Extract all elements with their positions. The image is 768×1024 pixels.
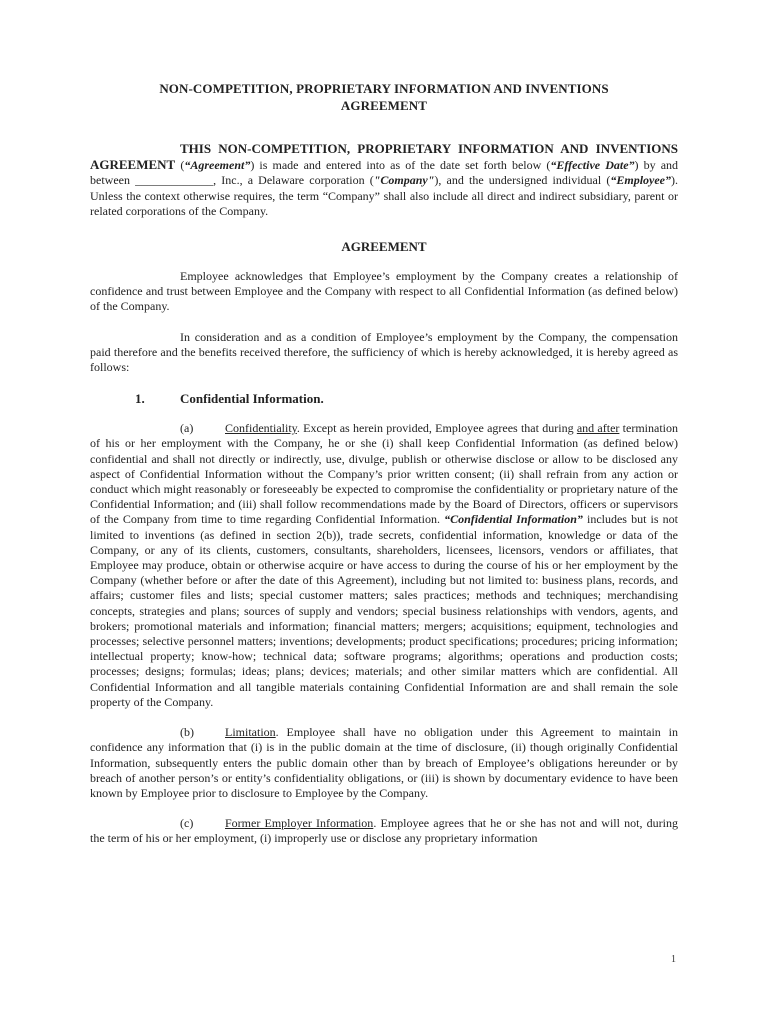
subsection-b-heading: Limitation [225,725,276,740]
intro-paragraph: THIS NON-COMPETITION, PROPRIETARY INFORMATION AND INVENTIONS AGREEMENT (“Agreement”) is made and entered into as of the date set forth below (“Effective Date”) by and between _____________, Inc., a Delaware corporation ("Company"), and the undersigned individual (“Employee”). Unless the context otherwise requires, the term “Company” shall also include all direct and indirect subsidiary, parent or related corporations of the Company. [90,141,679,218]
subsection-c: (c) Former Employer Information. Employee agrees that he or she has not and will not, during the term of his or her employment, (i) improperly use or disclose any proprietary information [90,816,678,846]
section-1-heading [90,390,678,407]
document-title-line1: NON-COMPETITION, PROPRIETARY INFORMATION AND INVENTIONS [159,81,609,96]
and-after-underlined: and after [576,421,620,436]
company-term: "Company" [373,173,435,188]
subsection-a-heading: Confidentiality [225,421,297,436]
page-number: 1 [671,954,676,965]
consideration-paragraph: In consideration and as a condition of Employee’s employment by the Company, the compensation paid therefore and the benefits received therefore, the sufficiency of which is hereby acknowledged, it is hereby agreed as follows: [90,329,678,375]
agreement-term: “Agreement” [184,158,251,173]
subsection-a: (a) Confidentiality. Except as herein provided, Employee agrees that during and after termination of his or her employment with the Company, he or she (i) shall keep Confidential Information (as defined below) confidential and shall not directly or indirectly, use, divulge, publish or otherwise disclose or allow to be disclosed any aspect of Confidential Information without the Company’s prior written consent; (ii) shall refrain from any action or conduct which might reasonably or foreseeably be expected to compromise the confidentiality or proprietary nature of the Confidential Information; and (iii) shall follow recommendations made by the Board of Directors, officers or supervisors of the Company from time to time regarding Confidential Information. “Confidential Information” includes but is not limited to inventions (as defined in section 2(b)), trade secrets, confidential information, knowledge or data of the Company, or any of its clients, customers, consultants, shareholders, licensees, licensors, vendors or affiliates, that Employee may produce, obtain or otherwise acquire or have access to during the course of his or her employment by the Company (whether before or after the date of this Agreement), including but not limited to: business plans, records, and affairs; customer files and lists; special customer matters; sales practices; methods and techniques; merchandising concepts, strategies and plans; sources of supply and vendors; special business relationships with vendors, agents, and brokers; promotional materials and information; financial matters; mergers; acquisitions; equipment, technologies and processes; selective personnel matters; inventions; developments; product specifications; procedures; pricing information; intellectual property; know-how; technical data; software programs; algorithms; operations and production costs; processes; designs; formulas; ideas; plans; devices; materials; and other similar matters which are confidential. All Confidential Information and all tangible materials containing Confidential Information are and shall remain the sole property of the Company. [90,421,678,709]
effective-date-term: “Effective Date” [550,158,635,173]
agreement-heading: AGREEMENT [341,239,427,255]
subsection-c-label: (c) [180,816,194,831]
document-title-line2: AGREEMENT [340,98,428,113]
section-1-number: 1. [135,391,145,407]
intro-lead: THIS NON-COMPETITION, PROPRIETARY INFORMATION AND INVENTIONS AGREEMENT [90,141,678,173]
subsection-c-heading: Former Employer Information [225,816,374,831]
confidential-information-term: “Confidential Information” [444,512,583,527]
subsection-b: (b) Limitation. Employee shall have no obligation under this Agreement to maintain in confidence any information that (i) is in the public domain at the time of disclosure, (ii) though originally Confidential Information, subsequently enters the public domain other than by breach of Employee’s obligations hereunder or by breach of another person’s or entity’s confidentiality obligations, or (iii) is shown by documentary evidence to have been known by Employee prior to disclosure to Employee by the Company. [90,725,678,800]
employee-term: “Employee” [610,173,672,188]
section-1-title: Confidential Information. [180,391,324,407]
document-page [90,80,678,862]
subsection-a-label: (a) [180,421,194,436]
subsection-b-label: (b) [180,725,194,740]
acknowledgement-paragraph: Employee acknowledges that Employee’s employment by the Company creates a relationship of confidence and trust between Employee and the Company with respect to all Confidential Information (as defined below) of the Company. [90,269,678,314]
